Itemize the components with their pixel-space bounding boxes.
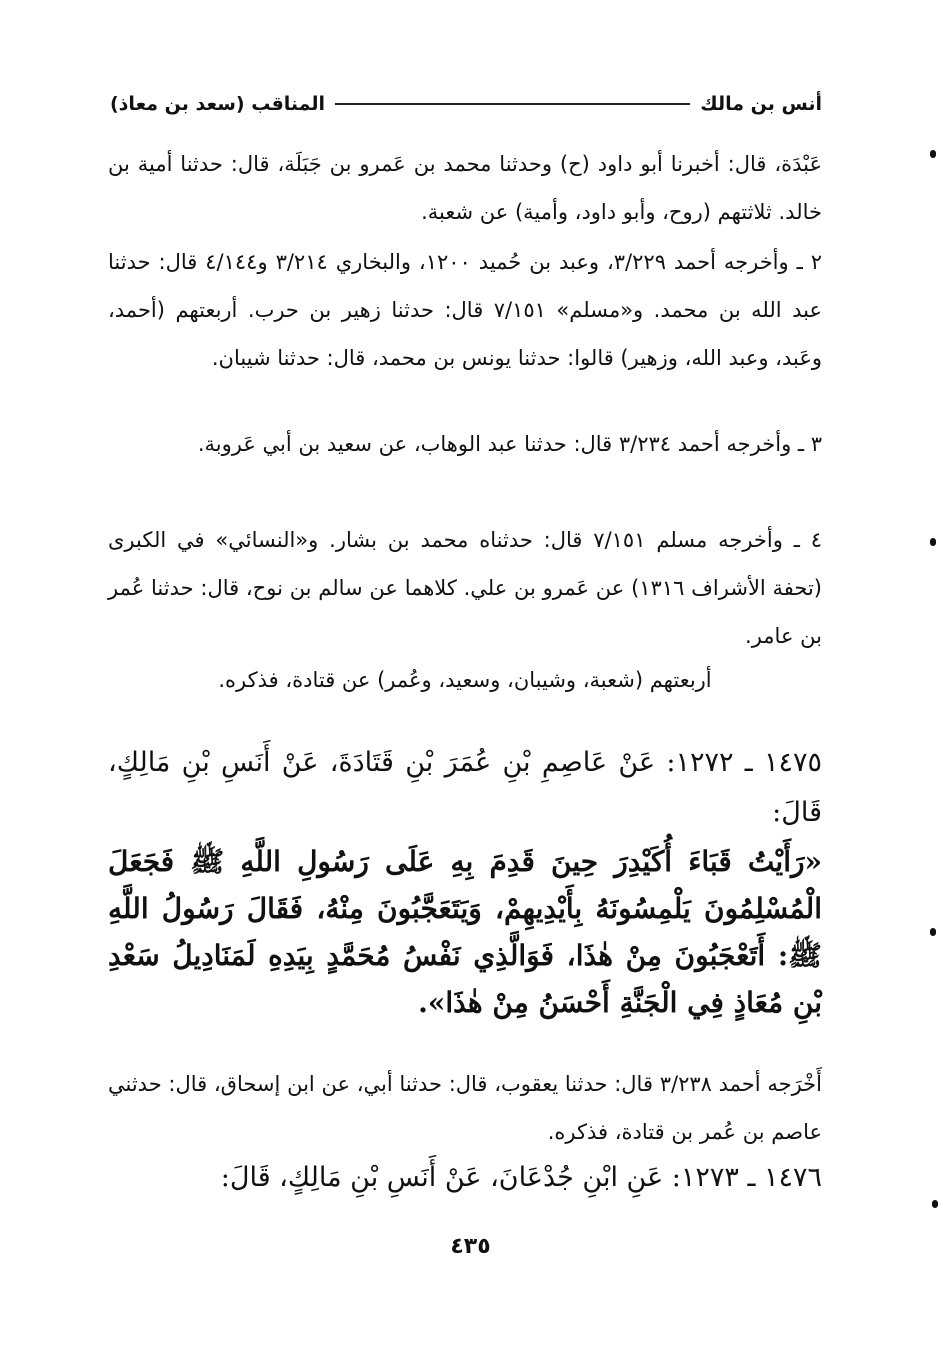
paragraph-continuation [108, 140, 822, 236]
paragraph-text: أربعتهم (شعبة، وشيبان، وسعيد، وعُمر) عن قتادة، فذكره. [218, 668, 712, 692]
margin-mark [930, 928, 936, 936]
paragraph-text: ٢ ـ وأخرجه أحمد ٣/٢٢٩، وعبد بن حُميد ١٢٠٠، والبخاري ٣/٢١٤ و٤/١٤٤ قال: حدثنا عبد الله بن محمد. و«مسلم» ٧/١٥١ قال: حدثنا زهير بن حرب. أربعتهم (أحمد، وعَبد، وعبد الله، وزهير) قالوا: حدثنا يونس بن محمد، قال: حدثنا شيبان. [108, 250, 822, 370]
hadith-1475-matn [108, 838, 822, 1026]
header-left-title: المناقب (سعد بن معاذ) [110, 93, 326, 115]
paragraph-5 [108, 656, 822, 704]
page-number: ٤٣٥ [450, 1234, 491, 1259]
hadith-heading-text: ١٤٧٥ ـ ١٢٧٢: عَنْ عَاصِمِ بْنِ عُمَرَ بْنِ قَتَادَةَ، عَنْ أَنَسِ بْنِ مَالِكٍ، قَالَ: [108, 747, 822, 828]
takhrij-paragraph [108, 1060, 822, 1156]
hadith-heading-text: ١٤٧٦ ـ ١٢٧٣: عَنِ ابْنِ جُدْعَانَ، عَنْ أَنَسِ بْنِ مَالِكٍ، قَالَ: [220, 1162, 822, 1193]
paragraph-text: ٣ ـ وأخرجه أحمد ٣/٢٣٤ قال: حدثنا عبد الوهاب، عن سعيد بن أبي عَروبة. [197, 432, 822, 456]
running-header [110, 84, 822, 124]
header-rule [335, 103, 690, 105]
margin-mark [930, 538, 936, 546]
paragraph-4 [108, 516, 822, 660]
hadith-1476-heading [108, 1154, 822, 1202]
paragraph-3 [108, 420, 822, 468]
hadith-matn-text: «رَأَيْتُ قَبَاءَ أُكَيْدِرَ حِينَ قَدِمَ بِهِ عَلَى رَسُولِ اللَّهِ ﷺ فَجَعَلَ الْمُسْلِمُونَ يَلْمِسُونَهُ بِأَيْدِيهِمْ، وَيَتَعَجَّبُونَ مِنْهُ، فَقَالَ رَسُولُ اللَّهِ ﷺ: أَتَعْجَبُونَ مِنْ هٰذَا، فَوَالَّذِي نَفْسُ مُحَمَّدٍ بِيَدِهِ لَمَنَادِيلُ سَعْدِ بْنِ مُعَاذٍ فِي الْجَنَّةِ أَحْسَنُ مِنْ هٰذَا». [108, 845, 822, 1019]
hadith-1475-heading [108, 738, 822, 838]
header-right-title: أنس بن مالك [700, 93, 822, 115]
paragraph-text: أَخْرَجه أحمد ٣/٢٣٨ قال: حدثنا يعقوب، قال: حدثنا أبي، عن ابن إسحاق، قال: حدثني عاصم بن عُمر بن قتادة، فذكره. [108, 1072, 822, 1144]
paragraph-text: عَبْدَة، قال: أخبرنا أبو داود (ح) وحدثنا محمد بن عَمرو بن جَبَلَة، قال: حدثنا أمية بن خالد. ثلاثتهم (روح، وأبو داود، وأمية) عن شعبة. [108, 152, 822, 224]
margin-mark [930, 150, 936, 158]
margin-mark [932, 1200, 938, 1208]
paragraph-2 [108, 238, 822, 382]
paragraph-text: ٤ ـ وأخرجه مسلم ٧/١٥١ قال: حدثناه محمد بن بشار. و«النسائي» في الكبرى (تحفة الأشراف ١٣١٦) عن عَمرو بن علي. كلاهما عن سالم بن نوح، قال: حدثنا عُمر بن عامر. [108, 528, 822, 648]
